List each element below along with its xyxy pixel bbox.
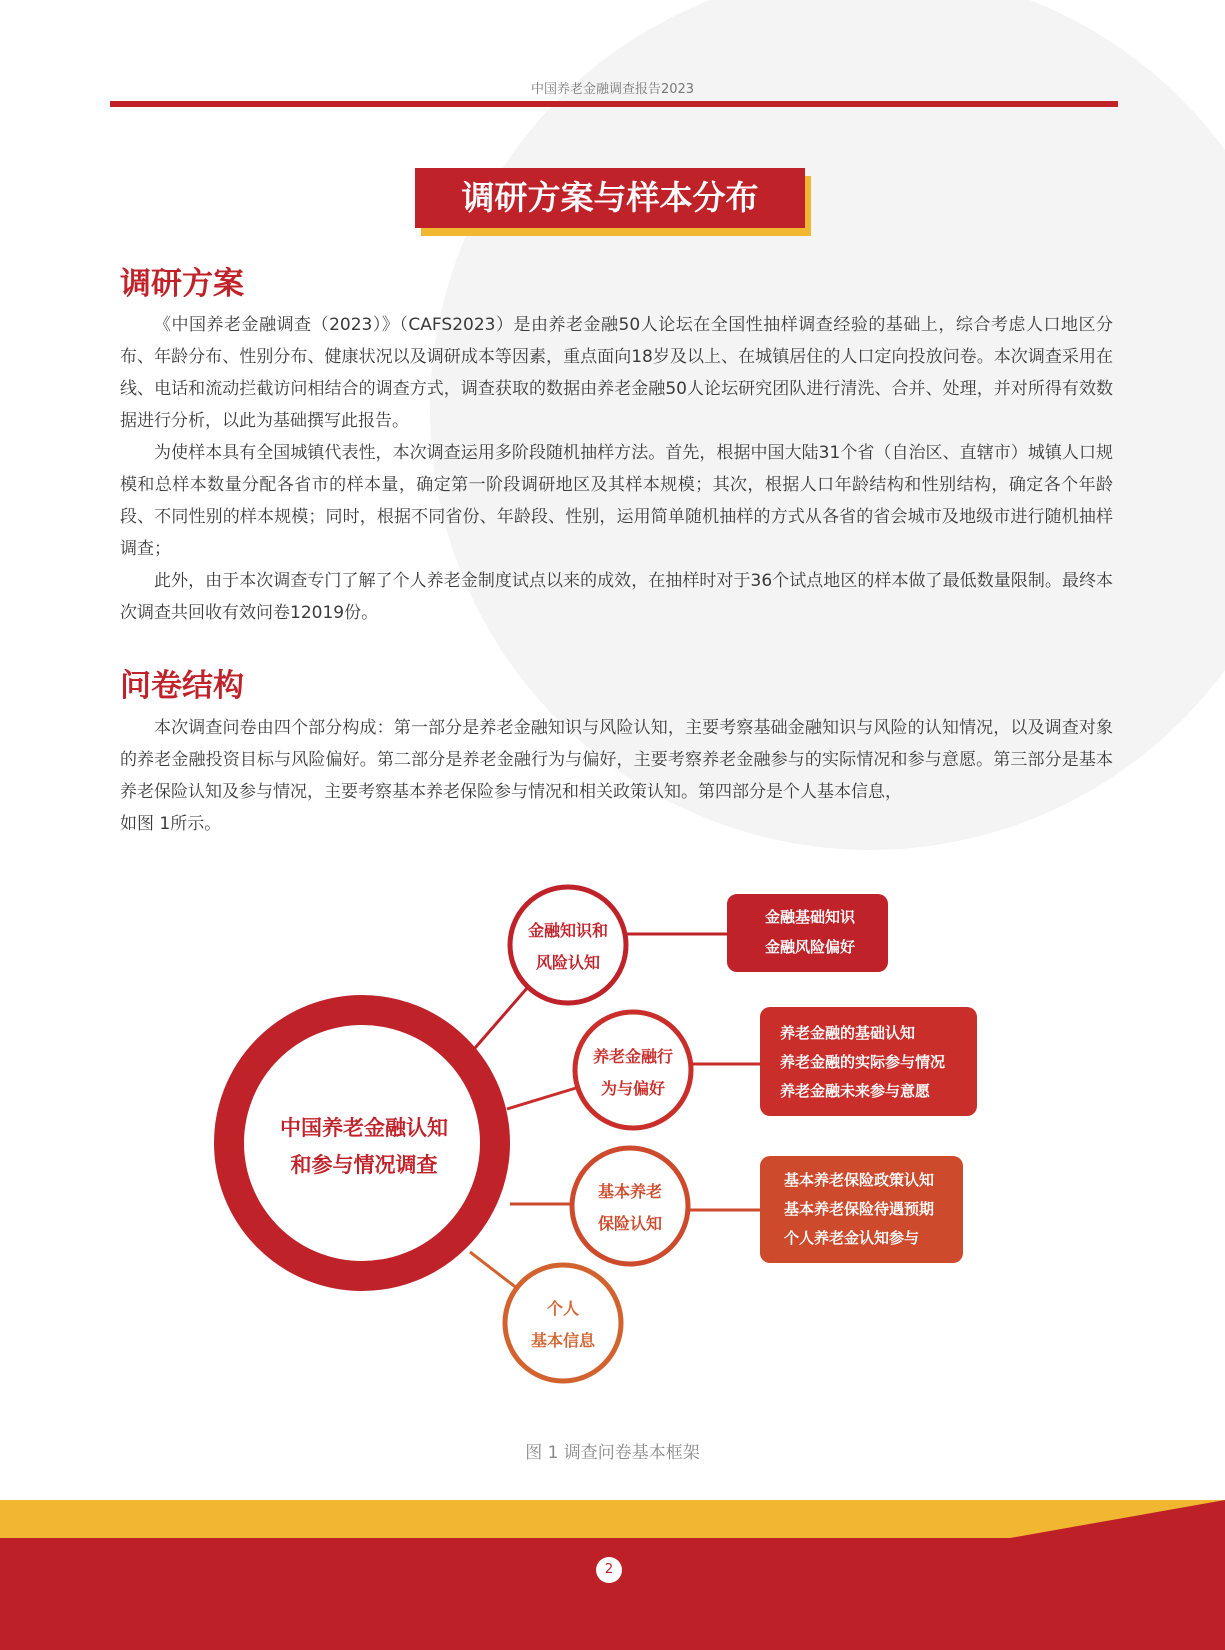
figure-caption: 图 1 调查问卷基本框架 <box>525 1443 700 1463</box>
section-heading-research-plan: 调研方案 <box>120 266 244 302</box>
detail-item: 个人养老金认知参与 <box>784 1229 920 1247</box>
node-circle-pension-behavior <box>575 1012 691 1128</box>
connector-line <box>470 1252 518 1289</box>
node-circle-financial-knowledge <box>510 887 626 1003</box>
center-title-line1: 中国养老金融认知 <box>280 1116 448 1140</box>
node-label: 养老金融行 <box>592 1047 674 1066</box>
detail-item: 养老金融的基础认知 <box>780 1024 916 1042</box>
paragraph-4: 本次调查问卷由四个部分构成：第一部分是养老金融知识与风险认知，主要考察基础金融知识与风险的认知情况，以及调查对象的养老金融投资目标与风险偏好。第二部分是养老金融行为与偏好，主要考察养老金融参与的实际情况和参与意愿。第三部分是基本养老保险认知及参与情况，主要考察基本养老保险参与情况和相关政策认知。第四部分是个人基本信息， <box>120 718 1113 802</box>
node-label: 风险认知 <box>535 953 601 972</box>
node-circle-personal-info <box>505 1265 621 1381</box>
section-heading-questionnaire-structure: 问卷结构 <box>120 668 244 704</box>
connector-line <box>507 1088 576 1109</box>
paragraph-1: 《中国养老金融调查（2023）》（CAFS2023）是由养老金融50人论坛在全国性抽样调查经验的基础上，综合考虑人口地区分布、年龄分布、性别分布、健康状况以及调研成本等因素，重点面向18岁及以上、在城镇居住的人口定向投放问卷。本次调查采用在线、电话和流动拦截访问相结合的调查方式，调查获取的数据由养老金融50人论坛研究团队进行清洗、合并、处理，并对所得有效数据进行分析，以此为基础撰写此报告。 <box>120 315 1113 431</box>
node-label: 为与偏好 <box>600 1079 666 1098</box>
running-header: 中国养老金融调查报告2023 <box>530 82 695 97</box>
detail-item: 养老金融未来参与意愿 <box>780 1082 931 1100</box>
node-circle-basic-pension <box>572 1148 688 1264</box>
node-label: 金融知识和 <box>527 921 609 940</box>
node-label: 基本养老 <box>597 1182 663 1201</box>
paragraph-4-tail: 如图 1所示。 <box>120 814 222 834</box>
paragraph-3: 此外，由于本次调查专门了解了个人养老金制度试点以来的成效，在抽样时对于36个试点地区的样本做了最低数量限制。最终本次调查共回收有效问卷12019份。 <box>120 571 1113 623</box>
detail-item: 基本养老保险政策认知 <box>784 1171 935 1189</box>
detail-box-financial-knowledge <box>727 894 888 972</box>
detail-item: 基本养老保险待遇预期 <box>784 1200 935 1218</box>
detail-item: 金融风险偏好 <box>764 938 856 956</box>
node-label: 保险认知 <box>597 1214 663 1233</box>
paragraph-2: 为使样本具有全国城镇代表性，本次调查运用多阶段随机抽样方法。首先，根据中国大陆31个省（自治区、直辖市）城镇人口规模和总样本数量分配各省市的样本量，确定第一阶段调研地区及其样本规模；其次，根据人口年龄结构和性别结构，确定各个年龄段、不同性别的样本规模；同时，根据不同省份、年龄段、性别，运用简单随机抽样的方式从各省的省会城市及地级市进行随机抽样调查； <box>120 443 1113 559</box>
center-title-line2: 和参与情况调查 <box>290 1153 438 1177</box>
page-title: 调研方案与样本分布 <box>415 168 805 228</box>
center-circle <box>229 1010 495 1276</box>
detail-item: 金融基础知识 <box>764 908 856 926</box>
node-label: 基本信息 <box>530 1331 596 1350</box>
detail-item: 养老金融的实际参与情况 <box>780 1053 946 1071</box>
page-number: 2 <box>596 1557 622 1583</box>
node-label: 个人 <box>546 1299 580 1318</box>
connector-line <box>475 987 528 1048</box>
